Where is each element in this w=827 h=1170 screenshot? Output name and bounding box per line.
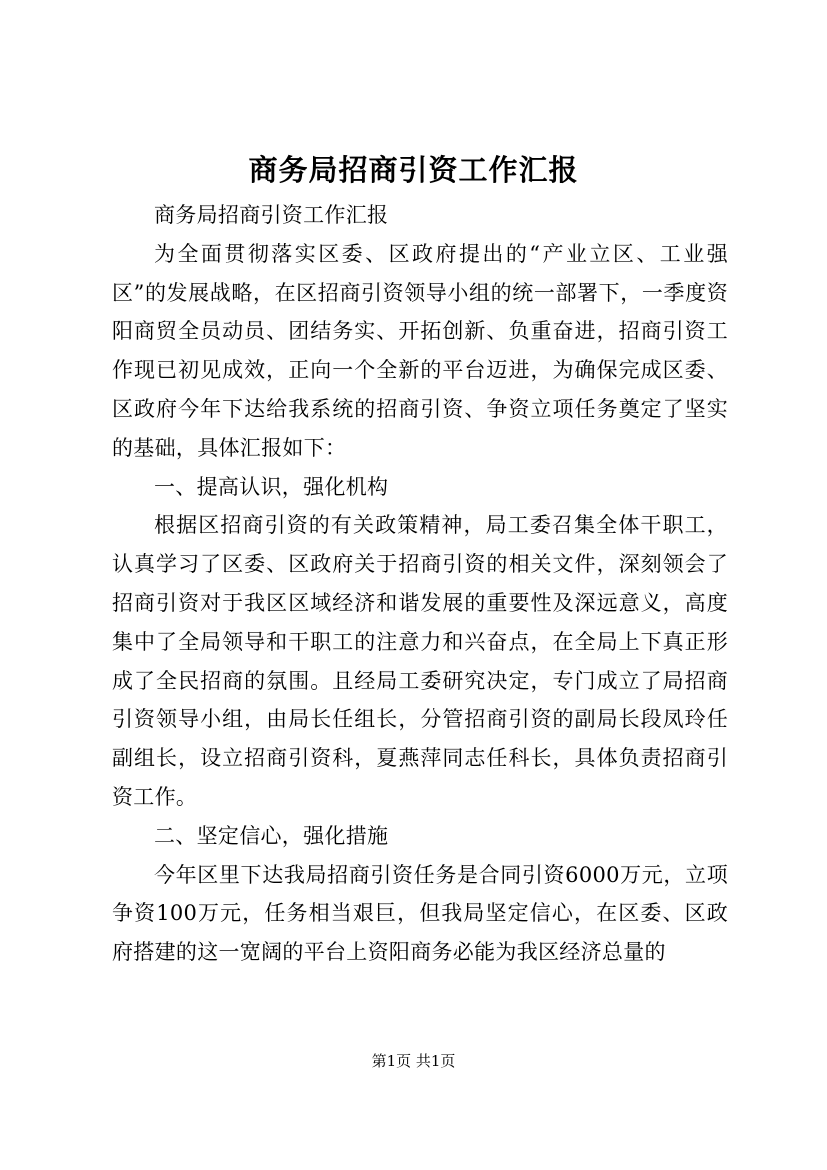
- intro-paragraph: 为全面贯彻落实区委、区政府提出的“产业立区、工业强区”的发展战略，在区招商引资领导小组的统一部署下，一季度资阳商贸全员动员、团结务实、开拓创新、负重奋进，招商引资工作现已初见成效，正向一个全新的平台迈进，为确保完成区委、区政府今年下达给我系统的招商引资、争资立项任务奠定了坚实的基础，具体汇报如下：: [112, 241, 728, 460]
- section-heading-1: 一、提高认识，强化机构: [154, 474, 389, 499]
- section-heading-2: 二、坚定信心，强化措施: [154, 823, 389, 848]
- section-2-paragraph: 今年区里下达我局招商引资任务是合同引资6000万元，立项争资100万元，任务相当艰巨，但我局坚定信心，在区委、区政府搭建的这一宽阔的平台上资阳商务必能为我区经济总量的: [112, 862, 728, 965]
- section-1-paragraph: 根据区招商引资的有关政策精神，局工委召集全体干职工，认真学习了区委、区政府关于招商引资的相关文件，深刻领会了招商引资对于我区区域经济和谐发展的重要性及深远意义，高度集中了全局领导和干职工的注意力和兴奋点，在全局上下真正形成了全民招商的氛围。且经局工委研究决定，专门成立了局招商引资领导小组，由局长任组长，分管招商引资的副局长段凤玲任副组长，设立招商引资科，夏燕萍同志任科长，具体负责招商引资工作。: [112, 513, 728, 809]
- page-footer: 第1页 共1页: [371, 1052, 456, 1070]
- document-title: 商务局招商引资工作汇报: [248, 153, 579, 187]
- subtitle-paragraph: 商务局招商引资工作汇报: [154, 203, 389, 227]
- document-body: [112, 196, 728, 972]
